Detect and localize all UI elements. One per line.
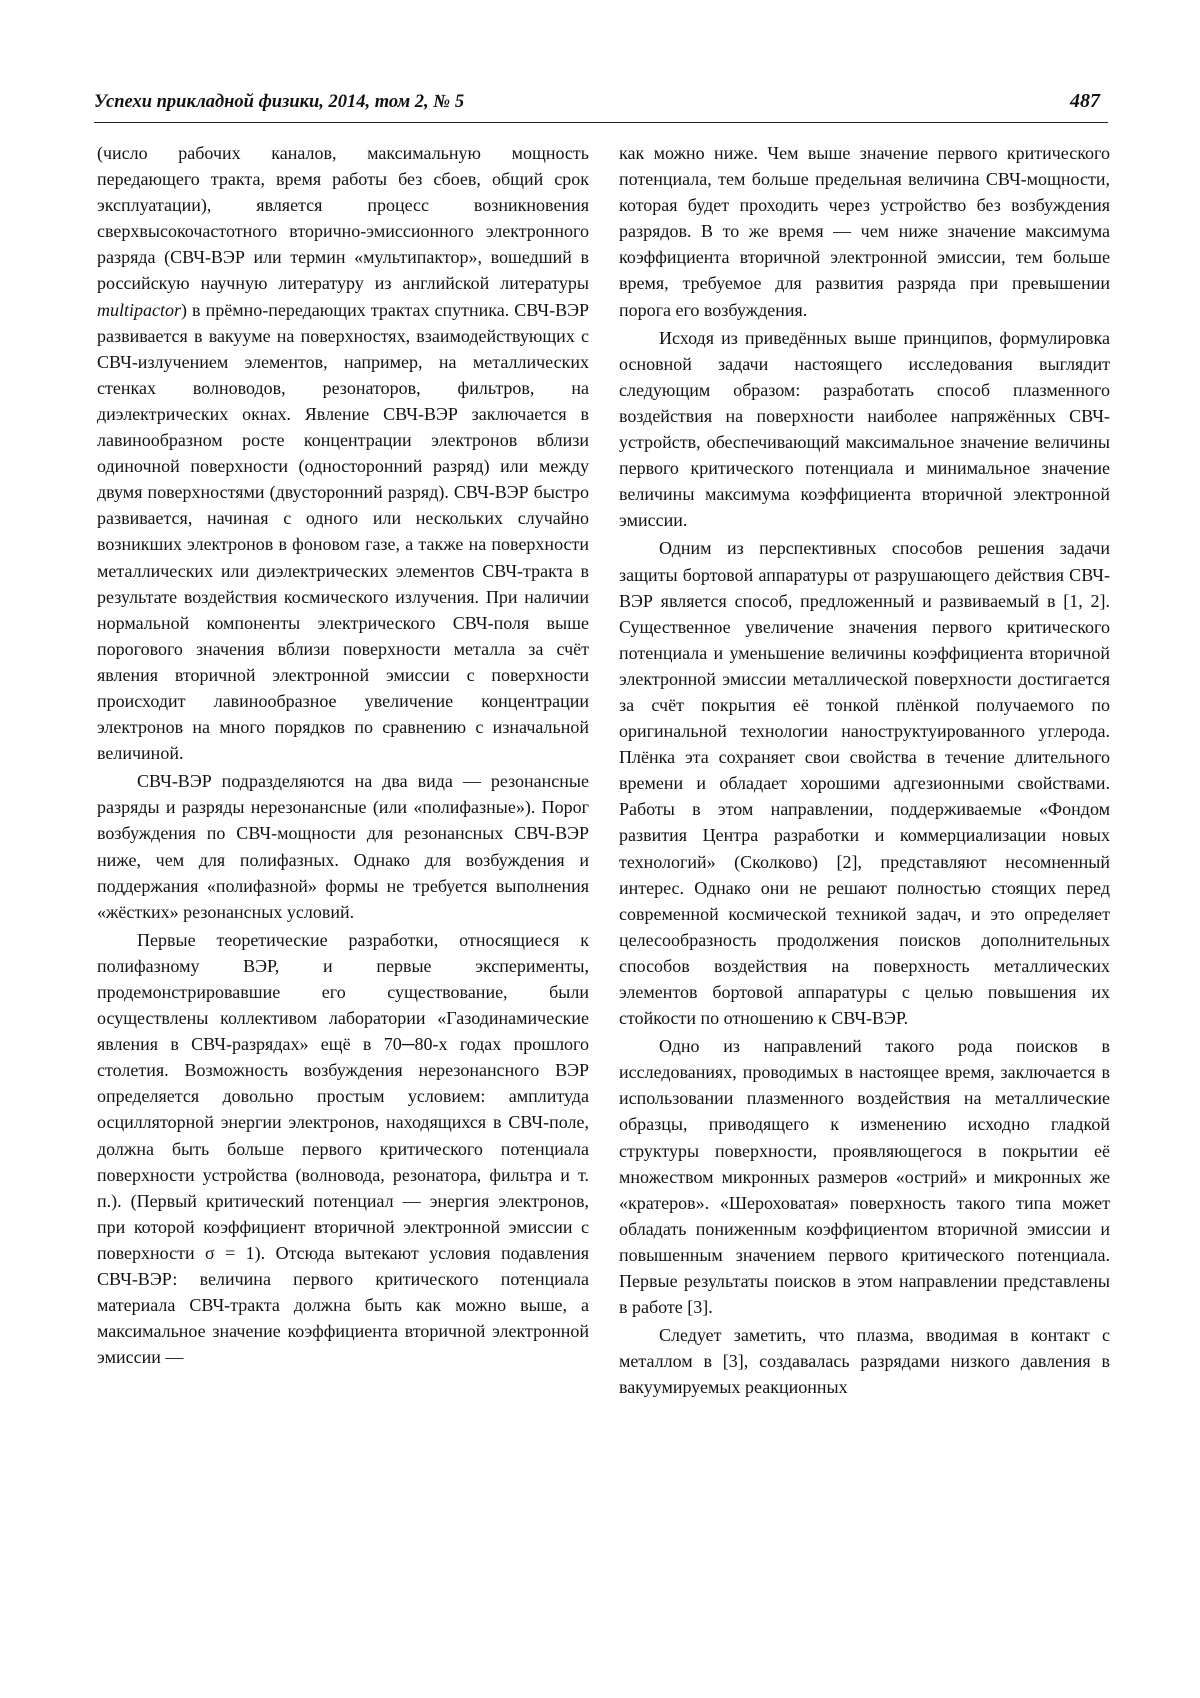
paragraph-text: (число рабочих каналов, максимальную мощность передающего тракта, время работы без сбоев, общий срок эксплуатации), является процесс возникновения сверхвысокочастотного вторично-эмиссионного электронного разряда (СВЧ-ВЭР или термин «мультипактор», вошедший в российскую научную литературу из английской литературы xyxy=(97,143,589,294)
paragraph: Одним из перспективных способов решения задачи защиты бортовой аппаратуры от разрушающего действия СВЧ-ВЭР является способ, предложенный и развиваемый в [1, 2]. Существенное увеличение значения первого критического потенциала и уменьшение величины коэффициента вторичной электронной эмиссии металлической поверхности достигается за счёт покрытия её тонкой плёнкой получаемого по оригинальной технологии наноструктуированного углерода. Плёнка эта сохраняет свои свойства в течение длительного времени и обладает хорошими адгезионными свойствами. Работы в этом направлении, поддерживаемые «Фондом развития Центра разработки и коммерциализации новых технологий» (Сколково) [2], представляют несомненный интерес. Однако они не решают полностью стоящих перед современной космической техникой задач, и это определяет целесообразность продолжения поисков дополнительных способов воздействия на поверхность металлических элементов бортовой аппаратуры с целью повышения их стойкости по отношению к СВЧ-ВЭР. xyxy=(619,538,1110,1029)
paragraph: СВЧ-ВЭР подразделяются на два вида — резонансные разряды и разряды нерезонансные (или «полифазные»). Порог возбуждения по СВЧ-мощности для резонансных СВЧ-ВЭР ниже, чем для полифазных. Однако для возбуждения и поддержания «полифазной» формы не требуется выполнения «жёстких» резонансных условий. xyxy=(97,771,589,922)
paragraph: Следует заметить, что плазма, вводимая в контакт с металлом в [3], создавалась разрядами низкого давления в вакуумируемых реакционных xyxy=(619,1325,1110,1398)
paragraph: Первые теоретические разработки, относящиеся к полифазному ВЭР, и первые эксперименты, продемонстрировавшие его существование, были осуществлены коллективом лаборатории «Газодинамические явления в СВЧ-разрядах» ещё в 70─80-х годах прошлого столетия. Возможность возбуждения нерезонансного ВЭР определяется довольно простым условием: амплитуда осцилляторной энергии электронов, находящихся в СВЧ-поле, должна быть больше первого критического потенциала поверхности устройства (волновода, резонатора, фильтра и т. п.). (Первый критический потенциал — энергия электронов, при которой коэффициент вторичной электронной эмиссии с поверхности σ = 1). Отсюда вытекают условия подавления СВЧ-ВЭР: величина первого критического потенциала материала СВЧ-тракта должна быть как можно выше, а максимальное значение коэффициента вторичной электронной эмиссии — xyxy=(97,929,589,1368)
paragraph: как можно ниже. Чем выше значение первого критического потенциала, тем больше предельная величина СВЧ-мощности, которая будет проходить через устройство без возбуждения разрядов. В то же время — чем ниже значение максимума коэффициента вторичной электронной эмиссии, тем больше время, требуемое для развития разряда при превышении порога его возбуждения. xyxy=(619,143,1110,320)
paragraph: Исходя из приведённых выше принципов, формулировка основной задачи настоящего исследования выглядит следующим образом: разработать способ плазменного воздействия на поверхности наиболее напряжённых СВЧ-устройств, обеспечивающий максимальное значение величины первого критического потенциала и минимальное значение величины максимума коэффициента вторичной электронной эмиссии. xyxy=(619,327,1110,531)
paragraph-text: ) в прёмно-передающих трактах спутника. СВЧ-ВЭР развивается в вакууме на поверхностях, взаимодействующих с СВЧ-излучением элементов, например, на металлических стенках волноводов, резонаторов, фильтров, на диэлектрических окнах. Явление СВЧ-ВЭР заключается в лавинообразном росте концентрации электронов вблизи одиночной поверхности (односторонний разряд) или между двумя поверхностями (двусторонний разряд). СВЧ-ВЭР быстро развивается, начиная с одного или нескольких случайно возникших электронов в фоновом газе, а также на поверхности металлических или диэлектрических элементов СВЧ-тракта в результате воздействия космического излучения. При наличии нормальной компоненты электрического СВЧ-поля выше порогового значения вблизи поверхности металла за счёт явления вторичной электронной эмиссии с поверхности происходит лавинообразное увеличение концентрации электронов на много порядков по сравнению с изначальной величиной. xyxy=(97,299,589,764)
running-header xyxy=(94,88,1108,123)
right-column xyxy=(619,140,1110,1403)
italic-term: multipactor xyxy=(97,299,181,320)
paragraph xyxy=(97,140,589,766)
left-column xyxy=(97,140,589,1372)
paragraph: Одно из направлений такого рода поисков в исследованиях, проводимых в настоящее время, заключается в использовании плазменного воздействия на металлические образцы, приводящего к изменению исходно гладкой структуры поверхности, проявляющегося в покрытии её множеством микронных размеров «острий» и микронных же «кратеров». «Шероховатая» поверхность такого типа может обладать пониженным коэффициентом вторичной эмиссии и повышенным значением первого критического потенциала. Первые результаты поисков в этом направлении представлены в работе [3]. xyxy=(619,1036,1110,1318)
journal-citation: Успехи прикладной физики, 2014, том 2, № 5 xyxy=(94,92,465,112)
page-number: 487 xyxy=(1070,90,1100,112)
